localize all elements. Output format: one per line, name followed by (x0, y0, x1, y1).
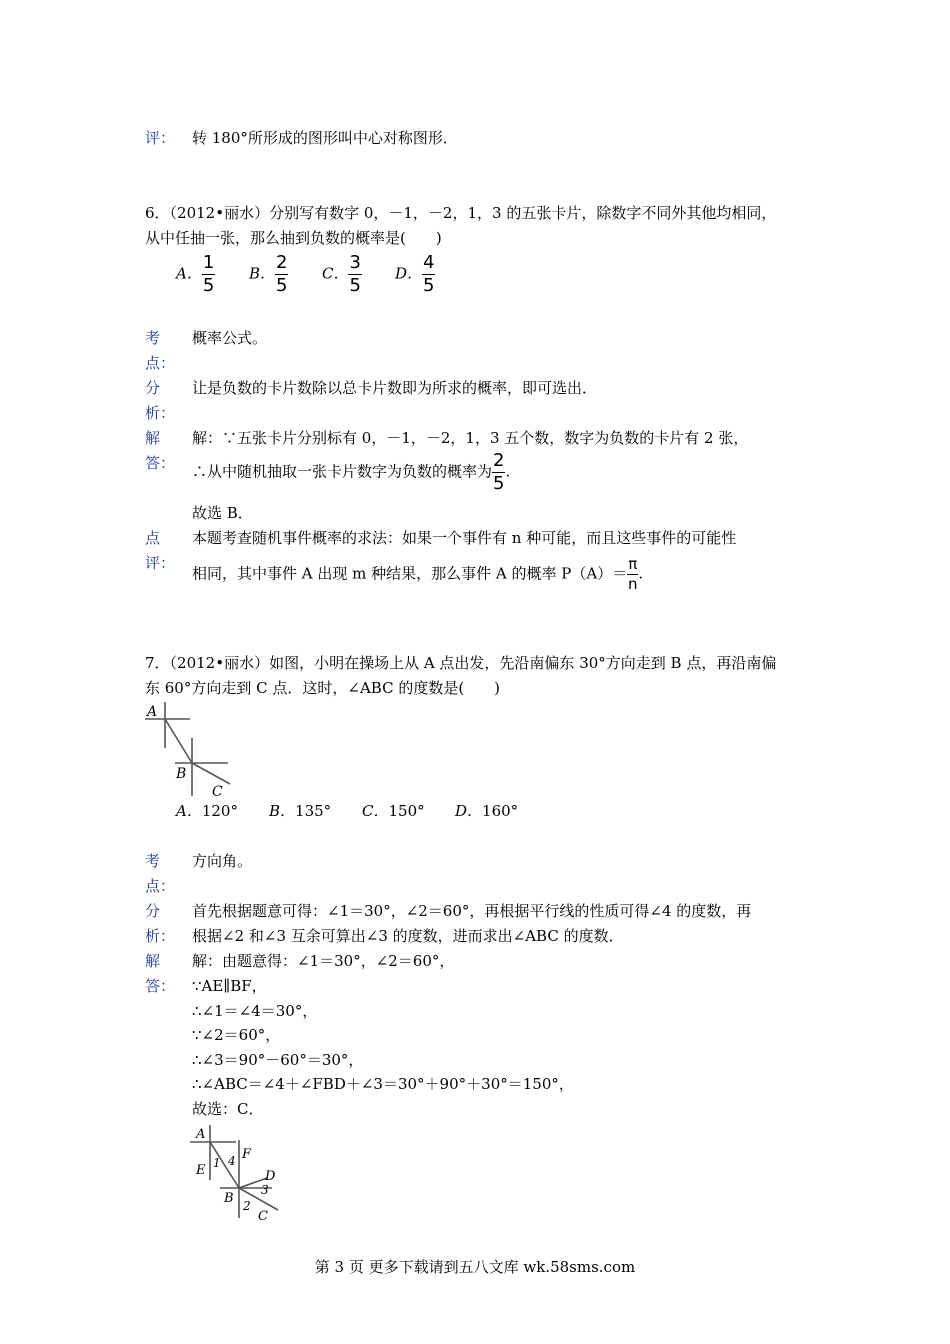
q7-stem-line1: 7．（2012•丽水）如图，小明在操场上从 A 点出发，先沿南偏东 30°方向走到 B 点，再沿南偏 (145, 654, 777, 672)
fig2-label-3: 3 (261, 1183, 269, 1197)
page-footer: 第 3 页 更多下载请到五八文库 wk.58sms.com (314, 1258, 636, 1276)
q6-stem-line1: 6．（2012•丽水）分别写有数字 0，－1，－2，1，3 的五张卡片，除数字不同外其他均相同， (145, 204, 777, 222)
q7-jieda-line1: 解：由题意得：∠1＝30°，∠2＝60°， (192, 952, 455, 970)
q6-dianping-line1: 本题考查随机事件概率的求法：如果一个事件有 n 种可能，而且这些事件的可能性 (192, 529, 737, 547)
q7-kaodian-label-2: 点： (145, 877, 176, 895)
fig2-label-f: F (242, 1147, 252, 1162)
q7-stem-line2: 东 60°方向走到 C 点．这时，∠ABC 的度数是( ) (145, 679, 501, 697)
q6-option-c: C． $\frac{3}{5}$ (322, 252, 361, 296)
q6-fenxi-label-2: 析： (145, 404, 176, 422)
q7-figure-2 (188, 1120, 288, 1225)
q7-fenxi-label-1: 分 (145, 902, 161, 920)
label-ping: 评： (145, 129, 176, 147)
q6-jieda-line2: ∴从中随机抽取一张卡片数字为负数的概率为 $\frac{2}{5}$ . (192, 450, 511, 494)
fig2-label-d: D (265, 1169, 276, 1184)
q7-fenxi-line2: 根据∠2 和∠3 互余可算出∠3 的度数，进而求出∠ABC 的度数． (192, 927, 624, 945)
q6-jieda-line3: 故选 B． (192, 504, 253, 522)
fig2-label-2: 2 (243, 1199, 251, 1213)
fig2-label-1: 1 (213, 1156, 221, 1170)
q7-jieda-line5: ∴∠3＝90°－60°＝30°， (192, 1051, 364, 1069)
fig2-label-a: A (196, 1127, 206, 1142)
q6-kaodian-text: 概率公式。 (192, 329, 268, 347)
q7-option-d: D．160° (455, 802, 519, 820)
q6-dianping-label-1: 点 (145, 529, 161, 547)
q6-dianping-label-2: 评： (145, 554, 176, 572)
fig2-label-c: C (258, 1209, 268, 1224)
q7-jieda-line4: ∵∠2＝60°， (192, 1026, 281, 1044)
q6-stem-line2: 从中任抽一张，那么抽到负数的概率是( ) (145, 229, 442, 247)
q6-option-b: B． $\frac{2}{5}$ (249, 252, 288, 296)
q7-fenxi-line1: 首先根据题意可得：∠1＝30°，∠2＝60°，再根据平行线的性质可得∠4 的度数，再 (192, 902, 752, 920)
fig1-segment-ab (165, 719, 192, 763)
q6-jieda-label-1: 解 (145, 429, 161, 447)
q7-jieda-label-2: 答： (145, 977, 176, 995)
fig2-label-e: E (196, 1163, 206, 1178)
q7-option-a: A．120° (176, 802, 238, 820)
q6-option-d: D． $\frac{4}{5}$ (395, 252, 435, 296)
q7-option-b: B．135° (269, 802, 332, 820)
fig1-label-a: A (147, 704, 158, 720)
q6-kaodian-label-2: 点： (145, 354, 176, 372)
q6-option-a: A． $\frac{1}{5}$ (176, 252, 215, 296)
q7-kaodian-label-1: 考 (145, 852, 161, 870)
q7-option-c: C．150° (362, 802, 425, 820)
fig2-label-b: B (224, 1191, 234, 1206)
q7-jieda-line6: ∴∠ABC＝∠4＋∠FBD＋∠3＝30°＋90°＋30°＝150°， (192, 1075, 574, 1093)
q7-kaodian-text: 方向角。 (192, 852, 253, 870)
fig2-label-4: 4 (228, 1154, 236, 1168)
q7-jieda-line2: ∵AE∥BF， (192, 977, 267, 995)
q6-fenxi-text: 让是负数的卡片数除以总卡片数即为所求的概率，即可选出． (192, 379, 598, 397)
q7-jieda-line7: 故选：C． (192, 1100, 264, 1118)
fig1-label-c: C (212, 784, 223, 800)
q6-jieda-label-2: 答： (145, 454, 176, 472)
q7-fenxi-label-2: 析： (145, 927, 176, 945)
q7-figure-1 (140, 700, 240, 800)
q6-dianping-line2: 相同，其中事件 A 出现 m 种结果，那么事件 A 的概率 P（A）＝ $\frac{\pi}{n}$ . (192, 555, 644, 593)
fig1-segment-bc (192, 763, 230, 784)
q6-fenxi-label-1: 分 (145, 379, 161, 397)
q6-kaodian-label-1: 考 (145, 329, 161, 347)
q7-jieda-line3: ∴∠1＝∠4＝30°， (192, 1002, 318, 1020)
fig1-label-b: B (176, 766, 187, 782)
carryover-text: 转 180°所形成的图形叫中心对称图形． (192, 129, 458, 147)
q7-jieda-label-1: 解 (145, 952, 161, 970)
q6-jieda-line1: 解：∵五张卡片分别标有 0，－1，－2，1，3 五个数，数字为负数的卡片有 2 张， (192, 429, 749, 447)
